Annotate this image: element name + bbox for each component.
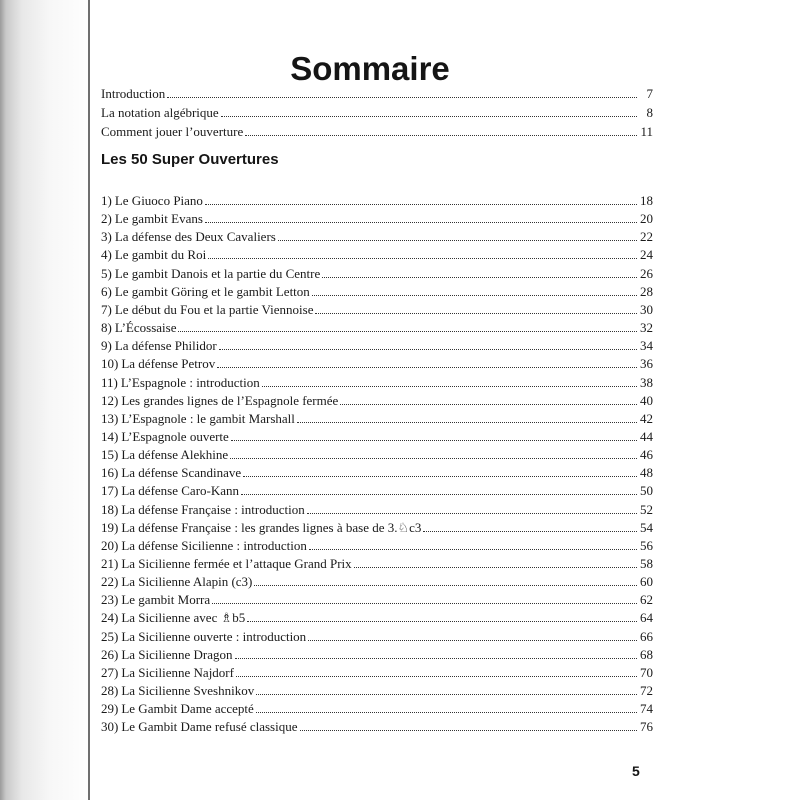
toc-entry-number: 1): [101, 193, 112, 208]
toc-entry-number: 4): [101, 247, 112, 263]
toc-entry-number: 25): [101, 628, 119, 644]
toc-entry: [101, 517, 653, 535]
toc-entry-number: 6): [101, 283, 112, 299]
toc-entry-number: 19): [101, 519, 119, 535]
toc-entry-page: 42: [640, 410, 653, 426]
toc-entry: [101, 335, 653, 353]
toc-entry-page: 48: [640, 465, 653, 481]
toc-entry-title: Le gambit Evans: [114, 211, 203, 227]
dot-leader: [322, 277, 637, 278]
toc-entry: [101, 281, 653, 299]
dot-leader: [308, 640, 637, 641]
toc-entry-number: 8): [101, 320, 112, 336]
dot-leader: [423, 531, 637, 532]
toc-entry-title: L’Écossaise: [114, 320, 177, 336]
toc-entry-title: Le Gambit Dame accepté: [121, 701, 254, 717]
toc-entry-page: 20: [640, 211, 653, 227]
dot-leader: [241, 494, 637, 495]
toc-entry: [101, 317, 653, 335]
toc-entry-number: 11): [101, 374, 118, 390]
toc-entry-page: 32: [640, 320, 653, 336]
toc-entry-number: 13): [101, 410, 119, 426]
toc-entry: [101, 353, 653, 371]
toc-entry: [101, 408, 653, 426]
dot-leader: [297, 422, 637, 423]
toc-entry-title: La défense Française : les grandes lignes à base de 3.♘c3: [121, 519, 422, 535]
toc-entry: [101, 499, 653, 517]
toc-entry: [101, 190, 653, 208]
toc-entry-page: 46: [640, 447, 653, 463]
toc-entry-page: 68: [640, 646, 653, 662]
toc-entry-number: 14): [101, 428, 119, 444]
toc-entry: [101, 626, 653, 644]
toc-entry: [101, 553, 653, 571]
toc-entry-title: L’Espagnole : introduction: [120, 374, 260, 390]
toc-entry: [101, 535, 653, 553]
section-heading: Les 50 Super Ouvertures: [101, 151, 279, 168]
toc-entry-number: 12): [101, 392, 119, 408]
toc-entry: [101, 444, 653, 462]
dot-leader: [312, 295, 637, 296]
toc-entry: [101, 208, 653, 226]
toc-entry-title: La défense Sicilienne : introduction: [121, 537, 307, 553]
dot-leader: [254, 585, 637, 586]
toc-entry-title: La Sicilienne fermée et l’attaque Grand Prix: [121, 556, 352, 571]
toc-entry: [101, 571, 653, 589]
dot-leader: [354, 567, 637, 568]
toc-entry-title: Le Gambit Dame refusé classique: [121, 719, 298, 735]
toc-entry: [101, 121, 653, 139]
toc-entry: [101, 644, 653, 662]
dot-leader: [300, 730, 638, 731]
toc-entry-title: La défense Caro-Kann: [121, 483, 240, 499]
toc-entry-number: 26): [101, 646, 119, 662]
toc-entry-title: L’Espagnole : le gambit Marshall: [121, 410, 295, 426]
page-title: Sommaire: [290, 50, 450, 88]
toc-entry-page: 26: [640, 265, 653, 281]
toc-entry-title: La Sicilienne Sveshnikov: [121, 683, 255, 699]
toc-entry: [101, 462, 653, 480]
toc-entry-page: 52: [640, 501, 653, 517]
toc-entry-page: 30: [640, 301, 653, 317]
dot-leader: [235, 658, 637, 659]
toc-entry-title: Comment jouer l’ouverture: [101, 124, 244, 139]
dot-leader: [256, 694, 637, 695]
toc-entry-number: 28): [101, 683, 119, 699]
toc-entry-title: La défense Scandinave: [121, 465, 242, 481]
toc-entry-number: 17): [101, 483, 119, 499]
toc-entry: [101, 83, 653, 101]
toc-entry: [101, 426, 653, 444]
toc-entry: [101, 607, 653, 625]
dot-leader: [208, 258, 637, 259]
toc-entry: [101, 680, 653, 698]
toc-entry-number: 29): [101, 701, 119, 717]
toc-entry-title: Le gambit Danois et la partie du Centre: [114, 265, 321, 281]
toc-entry: [101, 263, 653, 281]
toc-entry-title: La Sicilienne Dragon: [121, 646, 233, 662]
toc-entry-title: Introduction: [101, 86, 166, 101]
toc-entry: [101, 698, 653, 716]
dot-leader: [262, 386, 637, 387]
toc-entry-number: 9): [101, 338, 112, 354]
toc-entry-page: 74: [640, 701, 653, 717]
dot-leader: [205, 222, 637, 223]
toc-entry-title: La défense Alekhine: [121, 447, 229, 463]
toc-entry-page: 36: [640, 356, 653, 372]
toc-entry-title: La Sicilienne avec ♗b5: [121, 610, 246, 626]
toc-entry-number: 10): [101, 356, 119, 372]
toc-entry-page: 24: [640, 247, 653, 263]
toc-entry-page: 62: [640, 592, 653, 608]
dot-leader: [231, 440, 637, 441]
dot-leader: [230, 458, 637, 459]
toc-entry-title: La Sicilienne ouverte : introduction: [121, 628, 307, 644]
dot-leader: [236, 676, 637, 677]
toc-entry: [101, 480, 653, 498]
dot-leader: [315, 313, 637, 314]
book-spine-shadow: [0, 0, 92, 800]
toc-entry: [101, 102, 653, 120]
toc-entry-number: 22): [101, 574, 119, 590]
toc-entry-page: 7: [646, 86, 653, 101]
toc-entry-number: 2): [101, 211, 112, 227]
dot-leader: [247, 621, 637, 622]
toc-entry-title: La défense des Deux Cavaliers: [114, 229, 276, 245]
toc-entry-number: 27): [101, 664, 119, 680]
toc-entry: [101, 299, 653, 317]
toc-entry-number: 24): [101, 610, 119, 626]
toc-entry-page: 34: [640, 338, 653, 354]
toc-entry: [101, 372, 653, 390]
toc-entry-number: 7): [101, 301, 112, 317]
dot-leader: [219, 349, 637, 350]
toc-entry-number: 3): [101, 229, 112, 245]
toc-entry-number: 5): [101, 265, 112, 281]
toc-entry-page: 40: [640, 392, 653, 408]
toc-entry-page: 60: [640, 574, 653, 590]
toc-entry-page: 38: [640, 374, 653, 390]
dot-leader: [217, 367, 637, 368]
toc-entry: [101, 662, 653, 680]
toc-entry-title: La notation algébrique: [101, 105, 219, 120]
toc-entry-page: 76: [640, 719, 653, 735]
dot-leader: [167, 97, 637, 98]
toc-entry: [101, 716, 653, 734]
toc-entry-number: 15): [101, 447, 119, 463]
toc-entry-title: La Sicilienne Najdorf: [121, 664, 234, 680]
toc-entry-title: La défense Petrov: [121, 356, 216, 372]
toc-entry-page: 28: [640, 283, 653, 299]
toc-entry: [101, 589, 653, 607]
toc-entry-number: 20): [101, 537, 119, 553]
toc-entry-page: 64: [640, 610, 653, 626]
dot-leader: [309, 549, 637, 550]
toc-entry-title: La défense Philidor: [114, 338, 217, 354]
toc-entry: [101, 390, 653, 408]
dot-leader: [245, 135, 637, 136]
toc-entry-page: 58: [640, 556, 653, 571]
toc-entry-page: 44: [640, 428, 653, 444]
toc-entry-title: Le gambit du Roi: [114, 247, 207, 263]
dot-leader: [212, 603, 637, 604]
page-number: 5: [632, 763, 640, 779]
toc-entry-page: 72: [640, 683, 653, 699]
dot-leader: [278, 240, 637, 241]
toc-entry: [101, 244, 653, 262]
toc-entry-number: 30): [101, 719, 119, 735]
toc-entry-title: L’Espagnole ouverte: [121, 428, 229, 444]
toc-entry-title: La défense Française : introduction: [121, 501, 305, 517]
toc-entry-number: 23): [101, 592, 119, 608]
toc-entry-title: Le gambit Morra: [121, 592, 211, 608]
toc-entry-title: Le Giuoco Piano: [114, 193, 203, 208]
toc-entry-title: Le début du Fou et la partie Viennoise: [114, 301, 314, 317]
toc-entry-page: 18: [640, 193, 653, 208]
toc-entry-page: 56: [640, 537, 653, 553]
dot-leader: [178, 331, 637, 332]
toc-entry-page: 50: [640, 483, 653, 499]
dot-leader: [340, 404, 637, 405]
toc-entry-number: 18): [101, 501, 119, 517]
book-gutter-line: [88, 0, 90, 800]
toc-entry: [101, 226, 653, 244]
toc-entry-page: 22: [640, 229, 653, 245]
dot-leader: [221, 116, 637, 117]
toc-entry-page: 54: [640, 519, 653, 535]
toc-entry-number: 16): [101, 465, 119, 481]
toc-entry-page: 66: [640, 628, 653, 644]
toc-entry-title: Les grandes lignes de l’Espagnole fermée: [121, 392, 339, 408]
dot-leader: [243, 476, 637, 477]
toc-entry-page: 11: [640, 124, 653, 139]
dot-leader: [256, 712, 637, 713]
toc-entry-title: La Sicilienne Alapin (c3): [121, 574, 253, 590]
toc-entry-page: 70: [640, 664, 653, 680]
toc-entry-title: Le gambit Göring et le gambit Letton: [114, 283, 310, 299]
toc-entry-page: 8: [646, 105, 653, 120]
dot-leader: [205, 204, 637, 205]
dot-leader: [307, 513, 637, 514]
toc-entry-number: 21): [101, 556, 119, 571]
